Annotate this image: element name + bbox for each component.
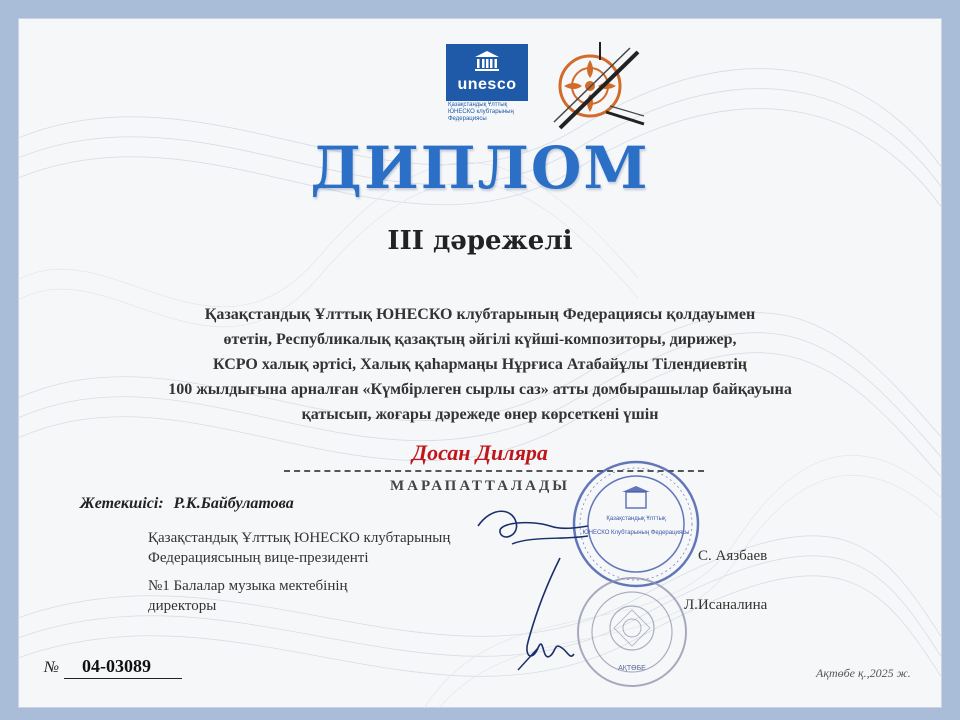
- state-emblem-round-seal-icon: [574, 574, 690, 690]
- recipient-name: Досан Диляра: [412, 440, 548, 465]
- unesco-caption-line: ЮНЕСКО клубтарының: [448, 109, 514, 115]
- ornamental-dombra-emblem-icon: [540, 42, 646, 134]
- signer-title-line: Қазақстандық Ұлттық ЮНЕСКО клубтарының: [148, 530, 451, 546]
- supervisor-line: [80, 495, 294, 513]
- signer-title-director: [148, 576, 348, 616]
- unesco-temple-icon: [474, 50, 500, 72]
- unesco-federation-caption: [448, 102, 528, 123]
- diploma-degree: III дәрежелі: [387, 226, 573, 256]
- supervisor-name: Р.К.Байбулатова: [173, 495, 294, 512]
- awarded-heading: МАРАПАТТАЛАДЫ: [389, 478, 571, 494]
- place-and-date: Ақтөбе қ.,2025 ж.: [816, 666, 911, 680]
- signer-title-line: директоры: [148, 598, 217, 614]
- unesco-logo-box: [446, 44, 528, 101]
- body-line: Қазақстандық Ұлттық ЮНЕСКО клубтарының Федерациясы қолдауымен: [204, 306, 756, 323]
- signer-title-line: Федерациясының вице-президенті: [148, 550, 369, 566]
- diploma-body-text: [138, 302, 822, 427]
- body-line: 100 жылдығына арналған «Күмбірлеген сырлы саз» атты домбырашылар байқауына: [168, 381, 792, 398]
- certificate-number: 04-03089: [64, 656, 182, 679]
- body-line: өтетін, Республикалық қазақтың әйгілі күйші-композиторы, дирижер,: [223, 331, 737, 348]
- unesco-caption-line: Федерациясы: [448, 116, 487, 122]
- signer-name-vice-president: С. Аязбаев: [698, 548, 768, 564]
- certificate-number-label: №: [44, 659, 60, 676]
- unesco-wordmark: unesco: [457, 76, 517, 93]
- signature-vice-president: [472, 496, 592, 554]
- signer-name-director: Л.Исаналина: [684, 597, 768, 613]
- signature-director: [508, 552, 578, 672]
- diploma-title: ДИПЛОМ: [310, 134, 650, 202]
- stamp-small-text: Қазақстандық Ұлттық: [606, 516, 666, 522]
- body-line: КСРО халық әртісі, Халық қаһармаңы Нұрғиса Атабайұлы Тілендиевтің: [212, 356, 747, 373]
- signer-title-vice-president: [148, 528, 450, 568]
- body-line: қатысып, жоғары дәрежеде өнер көрсеткені үшін: [301, 406, 659, 423]
- supervisor-label: Жетекшісі:: [80, 495, 164, 512]
- signer-title-line: №1 Балалар музыка мектебінің: [148, 578, 348, 594]
- unesco-caption-line: Қазақстандық Ұлттық: [448, 102, 508, 108]
- seal-text: АҚТӨБЕ: [618, 665, 646, 672]
- unesco-logo: [446, 44, 528, 130]
- stamp-center-text: ЮНЕСКО Клубтарының Федерациясы: [582, 530, 690, 536]
- diploma-sheet: [18, 18, 942, 708]
